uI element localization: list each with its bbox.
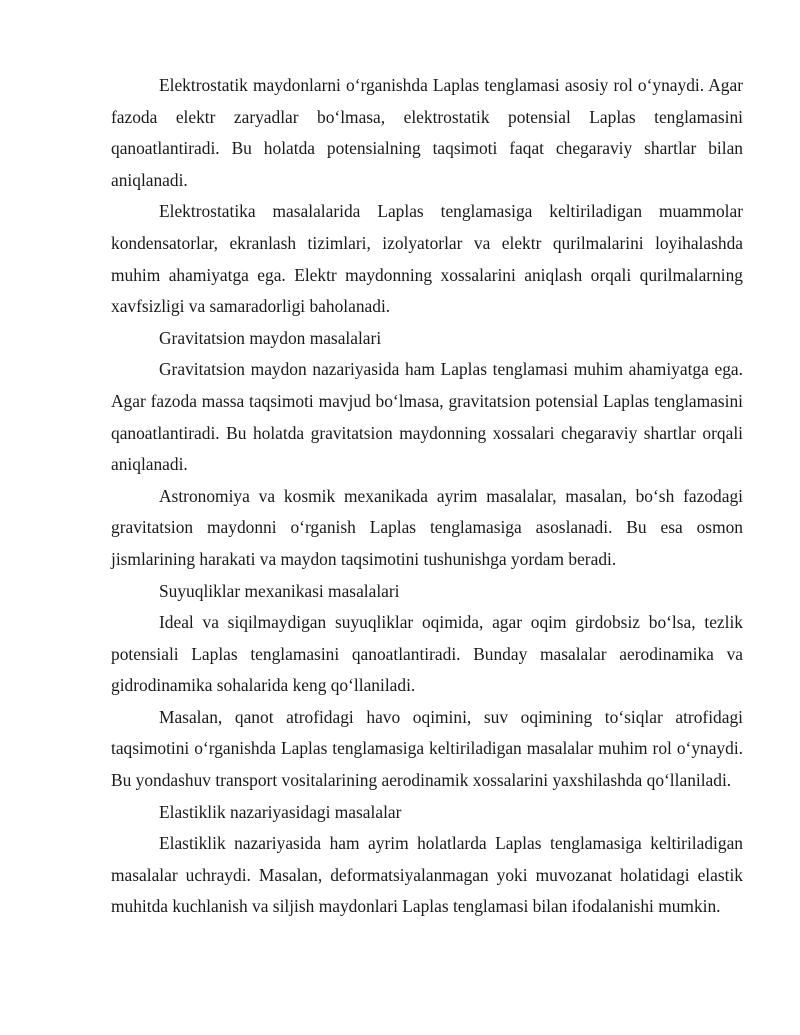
paragraph-elasticity-theory: Elastiklik nazariyasida ham ayrim holatlarda Laplas tenglamasiga keltiriladigan masalalar uchraydi. Masalan, deformatsiyalanmagan yoki muvozanat holatidagi elastik muhitda kuchlanish va siljish maydonlari Laplas tenglamasi bilan ifodalanishi mumkin. <box>111 833 743 917</box>
section-heading-elasticity: Elastiklik nazariyasidagi masalalar <box>159 801 402 822</box>
paragraph-astronomy: Astronomiya va kosmik mexanikada ayrim masalalar, masalan, bo‘sh fazodagi gravitatsion maydonni o‘rganish Laplas tenglamasiga asoslanadi. Bu esa osmon jismlarining harakati va maydon taqsimotini tushunishga yordam beradi. <box>111 485 743 569</box>
paragraph-electrostatics-applications: Elektrostatika masalalarida Laplas tenglamasiga keltiriladigan muammolar kondensatorlar, ekranlash tizimlari, izolyatorlar va elektr qurilmalarini loyihalashda muhim ahamiyatga ega. Elektr maydonning xossalarini aniqlash orqali qurilmalarning xavfsizligi va samaradorligi baholanadi. <box>111 201 743 317</box>
section-heading-fluid-mechanics: Suyuqliklar mexanikasi masalalari <box>159 580 400 601</box>
paragraph-wing-airflow: Masalan, qanot atrofidagi havo oqimini, suv oqimining to‘siqlar atrofidagi taqsimotini o‘rganishda Laplas tenglamasiga keltiriladigan masalalar muhim rol o‘ynaydi. Bu yondashuv transport vositalarining aerodinamik xossalarini yaxshilashda qo‘llaniladi. <box>111 706 743 791</box>
paragraph-electrostatics-intro: Elektrostatik maydonlarni o‘rganishda Laplas tenglamasi asosiy rol o‘ynaydi. Agar fazoda elektr zaryadlar bo‘lmasa, elektrostatik potensial Laplas tenglamasini qanoatlantiradi. Bu holatda potensialning taqsimoti faqat chegaraviy shartlar bilan aniqlanadi. <box>111 75 743 190</box>
paragraph-gravitational-theory: Gravitatsion maydon nazariyasida ham Laplas tenglamasi muhim ahamiyatga ega. Agar fazoda massa taqsimoti mavjud bo‘lmasa, gravitatsion potensial Laplas tenglamasini qanoatlantiradi. Bu holatda gravitatsion maydonning xossalari chegaraviy shartlar orqali aniqlanadi. <box>111 359 743 475</box>
document-body <box>111 70 743 923</box>
paragraph-ideal-fluids: Ideal va siqilmaydigan suyuqliklar oqimida, agar oqim girdobsiz bo‘lsa, tezlik potensiali Laplas tenglamasini qanoatlantiradi. Bunday masalalar aerodinamika va gidrodinamika sohalarida keng qo‘llaniladi. <box>111 612 743 696</box>
section-heading-gravitational: Gravitatsion maydon masalalari <box>159 327 382 348</box>
